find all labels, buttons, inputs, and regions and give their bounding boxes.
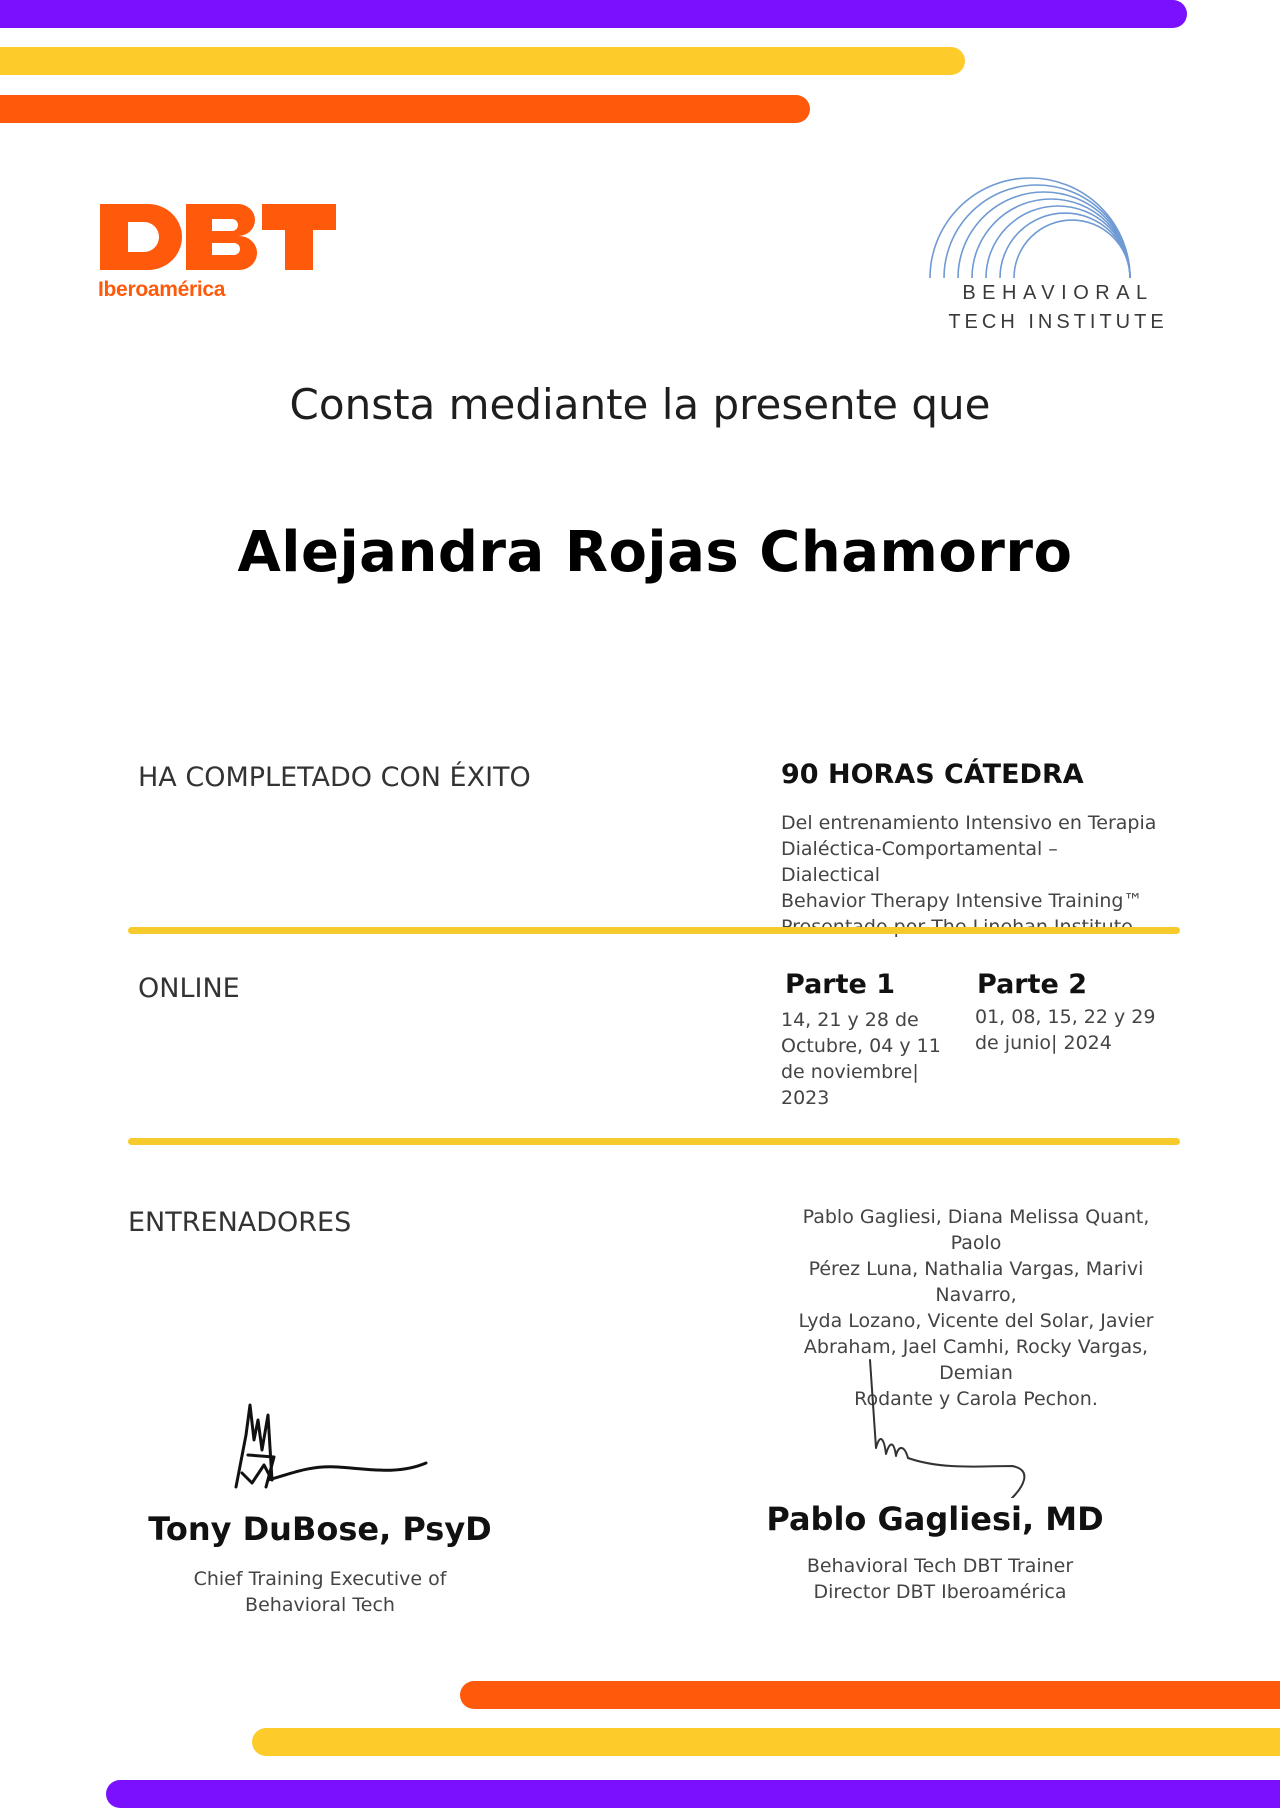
intro-text: Consta mediante la presente que: [289, 380, 991, 429]
bti-logo-line1: BEHAVIORAL: [962, 282, 1154, 304]
signer-2-role-line: Director DBT Iberoamérica: [813, 1581, 1067, 1603]
part2-line: 01, 08, 15, 22 y 29: [975, 1006, 1156, 1028]
hours-title: 90 HORAS CÁTEDRA: [781, 759, 1084, 790]
recipient-name: Alejandra Rojas Chamorro: [237, 520, 1073, 585]
trainers-line: Pérez Luna, Nathalia Vargas, Marivi Navarro,: [808, 1258, 1144, 1306]
signer-2-role-line: Behavioral Tech DBT Trainer: [806, 1555, 1074, 1577]
part2-dates: [975, 1004, 1175, 1056]
signature-tony-dubose: [228, 1395, 428, 1495]
description-line: Del entrenamiento Intensivo en Terapia: [781, 812, 1157, 834]
trainers-line: Rodante y Carola Pechon.: [854, 1388, 1098, 1410]
trainers-line: Lyda Lozano, Vicente del Solar, Javier: [798, 1310, 1154, 1332]
bottom-purple-bar: [106, 1780, 1280, 1808]
bti-logo-line2: TECH INSTITUTE: [948, 311, 1168, 333]
divider-2: [128, 1138, 1180, 1145]
signer-1-role-line: Chief Training Executive of: [193, 1568, 447, 1590]
part1-line: 14, 21 y 28 de: [781, 1009, 919, 1031]
bottom-yellow-bar: [252, 1728, 1280, 1756]
signer-2-name: Pablo Gagliesi, MD: [766, 1500, 1104, 1538]
top-yellow-bar: [0, 47, 965, 75]
top-purple-bar: [0, 0, 1187, 28]
part1-line: Octubre, 04 y 11: [781, 1035, 941, 1057]
trainers-line: Abraham, Jael Camhi, Rocky Vargas, Demian: [803, 1336, 1149, 1384]
description-line: Behavior Therapy Intensive Training™: [781, 890, 1143, 912]
trainers-label: ENTRENADORES: [128, 1207, 352, 1238]
signer-1-role-line: Behavioral Tech: [245, 1594, 395, 1616]
part1-dates: [781, 1007, 961, 1111]
signer-1-name: Tony DuBose, PsyD: [148, 1510, 492, 1548]
dbt-subtitle: Iberoamérica: [98, 278, 226, 301]
completion-label: HA COMPLETADO CON ÉXITO: [138, 762, 531, 793]
part1-line: de noviembre|: [781, 1061, 919, 1083]
signer-2-role: [735, 1553, 1145, 1605]
top-orange-bar: [0, 95, 810, 123]
description-line: Dialéctica-Comportamental – Dialectical: [781, 838, 1058, 886]
modality-label: ONLINE: [138, 973, 240, 1004]
part1-title: Parte 1: [785, 969, 896, 1000]
part2-line: de junio| 2024: [975, 1032, 1112, 1054]
part1-line: 2023: [781, 1087, 830, 1109]
signature-pablo-gagliesi: [862, 1358, 1032, 1498]
bottom-orange-bar: [460, 1681, 1280, 1709]
signer-1-role: [120, 1566, 520, 1618]
trainers-line: Pablo Gagliesi, Diana Melissa Quant, Paolo: [802, 1206, 1150, 1254]
part2-title: Parte 2: [977, 969, 1088, 1000]
divider-1: [128, 927, 1180, 934]
course-description: [781, 810, 1161, 940]
